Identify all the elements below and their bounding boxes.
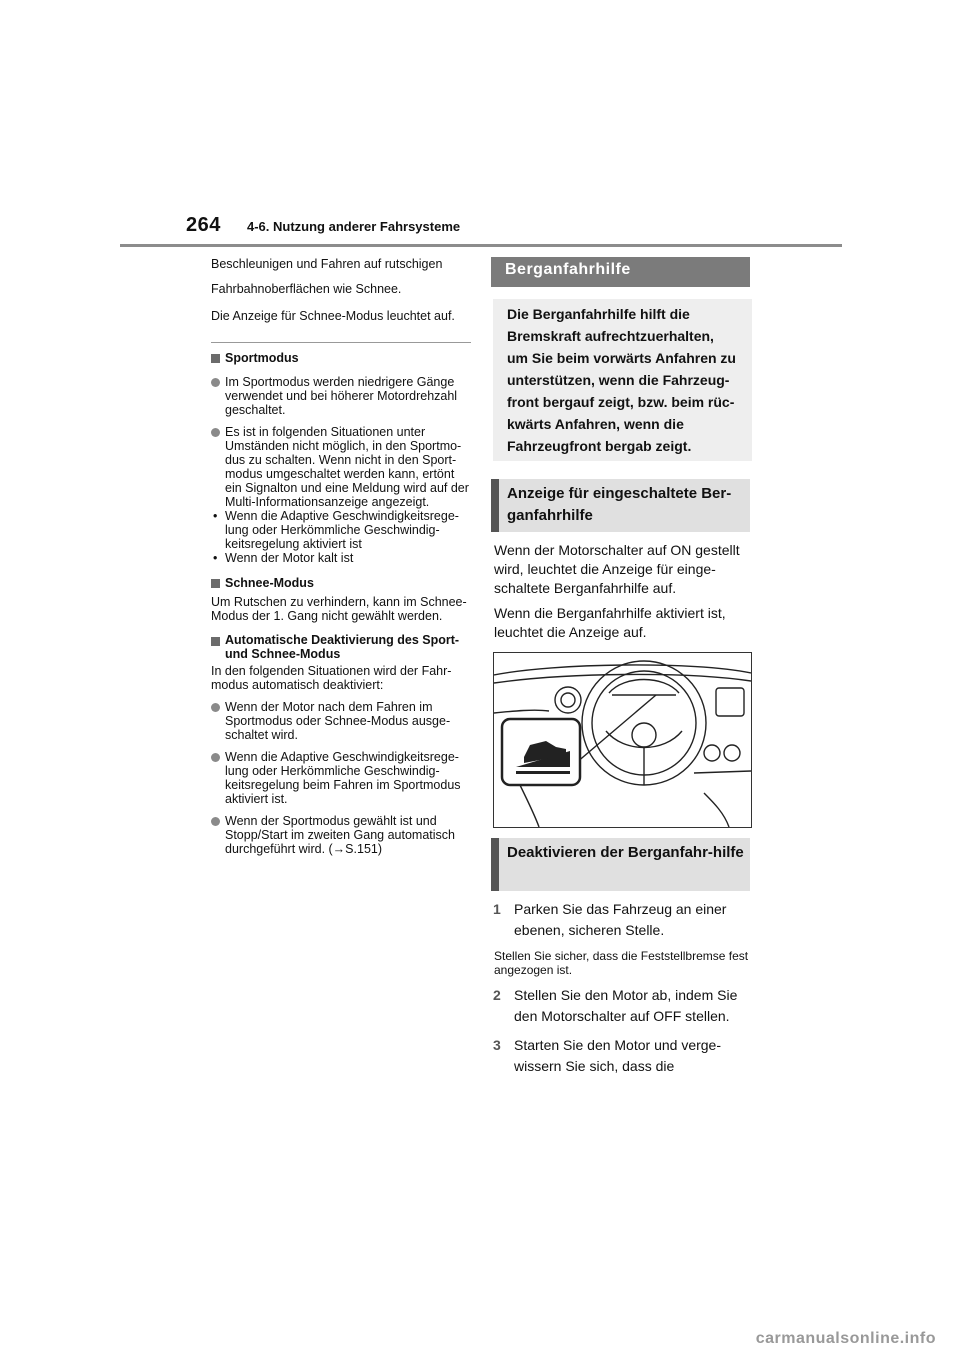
watermark: carmanualsonline.info <box>755 1330 936 1347</box>
intro-box-line: front bergauf zeigt, bzw. beim rüc- <box>507 394 735 410</box>
auto-bullet: Wenn der Motor nach dem Fahren im Sportmodus oder Schnee-Modus ausge-schaltet wird. <box>211 700 471 742</box>
sportmodus-bullet: Im Sportmodus werden niedrigere Gänge verwendet und bei höherer Motordrehzahl geschaltet. <box>211 375 471 417</box>
sportmodus-heading: Sportmodus <box>211 350 471 367</box>
intro-box-line: Die Berganfahrhilfe hilft die <box>507 306 690 322</box>
section-banner-title: Berganfahrhilfe <box>505 261 631 278</box>
step-number: 1 <box>493 901 501 917</box>
intro-box-text <box>507 303 747 457</box>
auto-heading: Automatische Deaktivierung des Sport- und Schnee-Modus <box>211 633 471 661</box>
intro-box-line: kwärts Anfahren, wenn die <box>507 416 684 432</box>
intro-line: Die Anzeige für Schnee-Modus leuchtet auf. <box>211 309 455 323</box>
sportmodus-bullet: Es ist in folgenden Situationen unter Umständen nicht möglich, in den Sportmo-dus zu schalten. Wenn nicht in den Sport-modus umgeschaltet werden kann, ertönt ein Signalton und eine Meldung wird auf der Multi-Informationsanzeige angezeigt. <box>211 425 471 509</box>
intro-line: Beschleunigen und Fahren auf rutschigen <box>211 257 443 271</box>
step-number: 2 <box>493 987 501 1003</box>
header-rule <box>120 244 842 247</box>
dashboard-illustration <box>493 652 752 828</box>
step-text: Stellen Sie den Motor ab, indem Sie den Motorschalter auf OFF stellen. <box>514 987 738 1024</box>
left-column <box>211 254 471 856</box>
auto-text: In den folgenden Situationen wird der Fahr-modus automatisch deaktiviert: <box>211 664 452 692</box>
schnee-text: Um Rutschen zu verhindern, kann im Schnee-Modus der 1. Gang nicht gewählt werden. <box>211 595 467 623</box>
step-2 <box>493 985 753 1027</box>
divider <box>211 342 471 343</box>
intro-box-line: Bremskraft aufrechtzuerhalten, <box>507 328 714 344</box>
subheading-deactivate <box>491 838 750 891</box>
step-number: 3 <box>493 1037 501 1053</box>
step-3 <box>493 1035 753 1077</box>
indicator-para: Wenn die Berganfahrhilfe aktiviert ist, leuchtet die Anzeige auf. <box>494 605 726 640</box>
step-text: Starten Sie den Motor und verge-wissern Sie sich, dass die <box>514 1037 722 1074</box>
intro-line: Fahrbahnoberflächen wie Schnee. <box>211 282 402 296</box>
auto-bullet: Wenn die Adaptive Geschwindigkeitsrege-lung oder Herkömmliche Geschwindig-keitsregelung beim Fahren im Sportmodus aktiviert ist. <box>211 750 471 806</box>
page-number: 264 <box>186 214 221 236</box>
intro-box-line: Fahrzeugfront bergab zeigt. <box>507 438 692 454</box>
schnee-heading: Schnee-Modus <box>211 575 471 592</box>
indicator-text <box>494 541 752 642</box>
step-1 <box>493 899 753 941</box>
step-text: Parken Sie das Fahrzeug an einer ebenen, sicheren Stelle. <box>514 901 727 938</box>
section-title: 4-6. Nutzung anderer Fahrsysteme <box>247 219 461 234</box>
subheading-indicator <box>491 479 750 532</box>
sportmodus-dash: • Wenn die Adaptive Geschwindigkeitsrege-lung oder Herkömmliche Geschwindig-keitsregelung aktiviert ist <box>211 509 471 551</box>
sportmodus-dash: • Wenn der Motor kalt ist <box>211 551 471 565</box>
step-note: Stellen Sie sicher, dass die Feststellbremse fest angezogen ist. <box>494 949 749 977</box>
subheading-indicator-text: Anzeige für eingeschaltete Ber-ganfahrhilfe <box>507 485 732 524</box>
dashboard-drawing <box>494 653 751 827</box>
subheading-deactivate-text: Deaktivieren der Berganfahr-hilfe <box>507 844 744 861</box>
intro-box-line: unterstützen, wenn die Fahrzeug- <box>507 372 730 388</box>
intro-box-line: um Sie beim vorwärts Anfahren zu <box>507 350 736 366</box>
indicator-para: Wenn der Motorschalter auf ON gestellt wird, leuchtet die Anzeige für einge-schaltete Berganfahrhilfe auf. <box>494 542 740 596</box>
auto-bullet: Wenn der Sportmodus gewählt ist und Stopp/Start im zweiten Gang automatisch durchgeführt wird. (→S.151) <box>211 814 471 856</box>
